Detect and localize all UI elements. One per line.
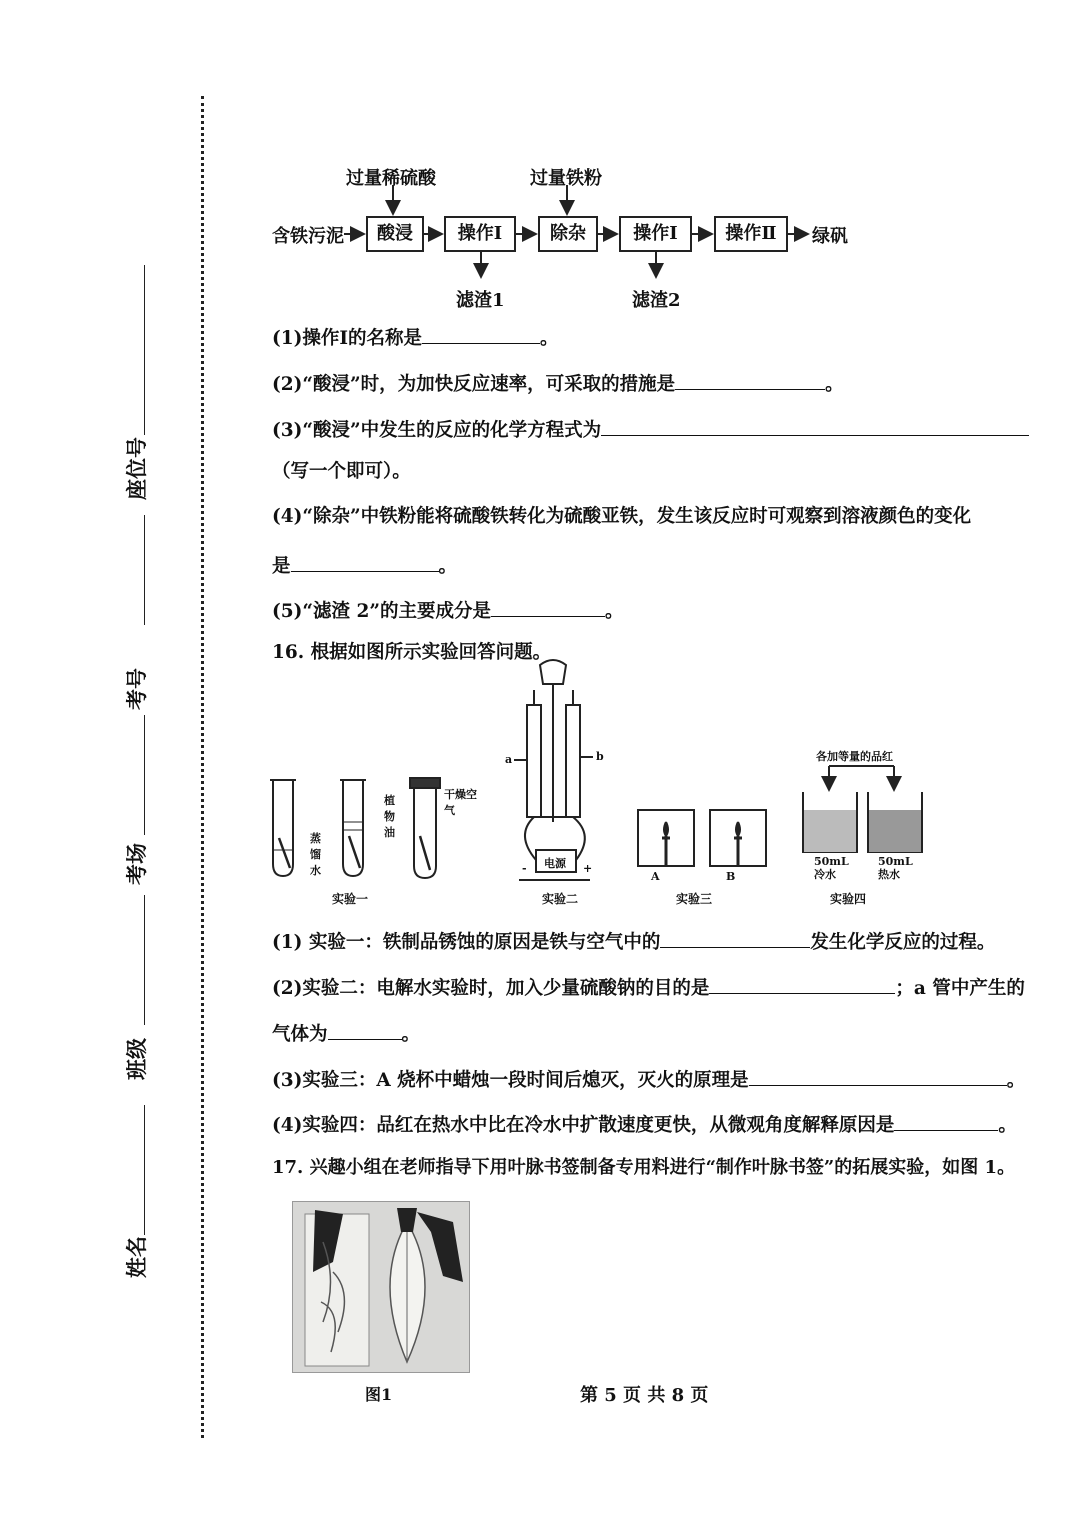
exp3-b-label: B bbox=[726, 870, 736, 883]
figure-1-caption: 图1 bbox=[365, 1385, 393, 1404]
q16-p1-tail: 发生化学反应的过程。 bbox=[810, 932, 996, 953]
name-label: 姓名 bbox=[124, 1236, 149, 1278]
page-number: 第 5 页 共 8 页 bbox=[580, 1385, 709, 1406]
q16-p4-text: (4)实验四：品红在热水中比在冷水中扩散速度更快，从微观角度解释原因是 bbox=[272, 1115, 895, 1136]
answer-blank[interactable] bbox=[709, 973, 895, 994]
seat-label: 座位号 bbox=[124, 437, 149, 500]
exp2-a-label: a bbox=[505, 753, 513, 766]
exp1-water-label: 蒸馏水 bbox=[310, 832, 321, 877]
tube-a bbox=[527, 705, 541, 817]
q16-p2c-text: 气体为 bbox=[272, 1024, 328, 1045]
answer-blank[interactable] bbox=[749, 1065, 1007, 1086]
exp4-caption: 实验四 bbox=[830, 892, 867, 906]
q15-p2-text: (2)“酸浸”时，为加快反应速率，可采取的措施是 bbox=[272, 374, 676, 395]
exp1-air-label: 干燥空气 bbox=[444, 788, 477, 817]
exp2-plus-label: + bbox=[583, 862, 593, 875]
q16-part2 bbox=[272, 973, 1025, 1001]
q15-p5-text: (5)“滤渣 2”的主要成分是 bbox=[272, 601, 491, 622]
q16-p3-text: (3)实验三：A 烧杯中蜡烛一段时间后熄灭，灭火的原理是 bbox=[272, 1070, 749, 1091]
period: 。 bbox=[540, 328, 559, 349]
period: 。 bbox=[604, 601, 624, 622]
flow-output: 绿矾 bbox=[812, 226, 848, 247]
q16-part1 bbox=[272, 927, 995, 955]
exp4-cold-label: 50mL 冷水 bbox=[814, 855, 849, 881]
exp1-oil-label: 植物油 bbox=[384, 794, 395, 839]
step-operation-1: 操作Ⅰ bbox=[444, 216, 516, 252]
residue-1: 滤渣1 bbox=[456, 290, 505, 311]
q16-part3 bbox=[272, 1065, 1025, 1093]
exp3-caption: 实验三 bbox=[676, 892, 713, 906]
reagent-iron-powder: 过量铁粉 bbox=[530, 168, 602, 189]
q15-p3-text: (3)“酸浸”中发生的反应的化学方程式为 bbox=[272, 420, 602, 441]
exp2-caption: 实验二 bbox=[542, 892, 579, 906]
leaf-bookmark-drawing bbox=[293, 1202, 469, 1372]
period: 。 bbox=[401, 1024, 421, 1045]
answer-blank[interactable] bbox=[894, 1110, 998, 1131]
q16-p2-tail: ；a 管中产生的 bbox=[895, 978, 1025, 999]
q16-p1-text: (1) 实验一：铁制品锈蚀的原因是铁与空气中的 bbox=[272, 932, 661, 953]
step-acid-leach: 酸浸 bbox=[366, 216, 424, 252]
q16-part4 bbox=[272, 1110, 1017, 1138]
leaf-bookmark-photo bbox=[292, 1201, 470, 1373]
exam-no-label: 考号 bbox=[124, 668, 149, 710]
funnel bbox=[540, 660, 566, 684]
q15-part3-note: （写一个即可）。 bbox=[272, 461, 411, 482]
class-label: 班级 bbox=[124, 1038, 149, 1080]
exp2-b-label: b bbox=[596, 750, 604, 763]
step-purify: 除杂 bbox=[538, 216, 598, 252]
period: 。 bbox=[1006, 1070, 1026, 1091]
exp2-power-label: 电源 bbox=[544, 857, 566, 870]
period: 。 bbox=[998, 1115, 1017, 1136]
room-label: 考场 bbox=[124, 843, 149, 885]
period: 。 bbox=[825, 374, 844, 395]
test-tube-3 bbox=[414, 788, 436, 878]
exp3-a-label: A bbox=[651, 870, 660, 883]
reagent-dilute-sulfuric-acid: 过量稀硫酸 bbox=[346, 168, 436, 189]
answer-blank[interactable] bbox=[328, 1019, 402, 1040]
flow-input: 含铁污泥 bbox=[272, 226, 344, 247]
q16-part2c bbox=[272, 1019, 420, 1047]
step-operation-2: 操作Ⅱ bbox=[714, 216, 788, 252]
residue-2: 滤渣2 bbox=[632, 290, 681, 311]
exp4-top-label: 各加等量的品红 bbox=[816, 750, 893, 763]
q17-title: 17. 兴趣小组在老师指导下用叶脉书签制备专用料进行“制作叶脉书签”的拓展实验，如图 1。 bbox=[272, 1157, 1016, 1178]
step-operation-1b: 操作Ⅰ bbox=[619, 216, 692, 252]
exp1-caption: 实验一 bbox=[332, 892, 369, 906]
exp2-minus-label: - bbox=[522, 862, 527, 875]
test-tube-1 bbox=[273, 780, 293, 876]
name-field bbox=[120, 1215, 148, 1295]
q15-p1-text: (1)操作Ⅰ的名称是 bbox=[272, 328, 423, 349]
test-tube-2 bbox=[343, 780, 363, 876]
exp4-hot-label: 50mL 热水 bbox=[878, 855, 913, 881]
tube-b bbox=[566, 705, 580, 817]
answer-blank[interactable] bbox=[660, 927, 810, 948]
q15-part4: (4)“除杂”中铁粉能将硫酸铁转化为硫酸亚铁，发生该反应时可观察到溶液颜色的变化 bbox=[272, 506, 972, 527]
class-field bbox=[120, 1010, 148, 1170]
q16-title: 16. 根据如图所示实验回答问题。 bbox=[272, 642, 552, 663]
q16-p2-text: (2)实验二：电解水实验时，加入少量硫酸钠的目的是 bbox=[272, 978, 710, 999]
q15-p4b-text: 是 bbox=[272, 556, 291, 577]
period: 。 bbox=[438, 556, 458, 577]
